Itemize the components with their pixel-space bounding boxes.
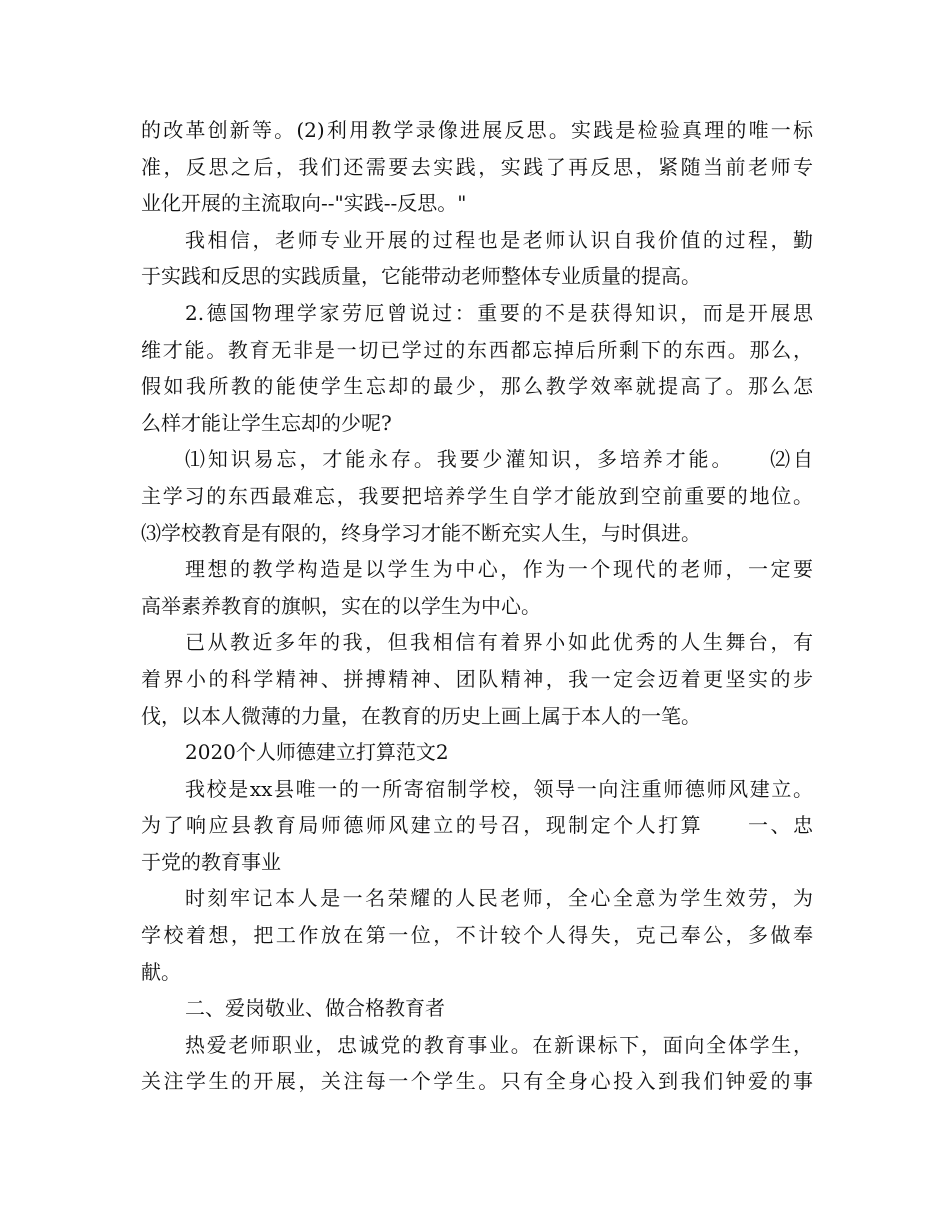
- text-line: 主学习的东西最难忘，我要把培养学生自学才能放到空前重要的地位。: [141, 483, 813, 508]
- text-line: 我相信，老师专业开展的过程也是老师认识自我价值的过程，勤: [185, 227, 813, 252]
- text-line: 准，反思之后，我们还需要去实践，实践了再反思，紧随当前老师专: [141, 154, 813, 179]
- text-line: 关注学生的开展，关注每一个学生。只有全身心投入到我们钟爱的事: [141, 1069, 813, 1094]
- section-heading: 二、爱岗敬业、做合格教育者: [185, 996, 445, 1021]
- text-line: 高举素养教育的旗帜，实在的以学生为中心。: [141, 593, 541, 618]
- text-line: 2.德国物理学家劳厄曾说过：重要的不是获得知识，而是开展思: [185, 300, 813, 325]
- text-line: ⑴知识易忘，才能永存。我要少灌知识，多培养才能。 ⑵自: [185, 447, 813, 472]
- text-line: 理想的教学构造是以学生为中心，作为一个现代的老师，一定要: [185, 557, 813, 582]
- text-line: 于党的教育事业: [141, 849, 281, 874]
- text-line: 已从教近多年的我，但我相信有着界小如此优秀的人生舞台，有: [185, 630, 813, 655]
- section-heading: 2020个人师德建立打算范文2: [185, 740, 449, 765]
- text-line: 学校着想，把工作放在第一位，不计较个人得失，克己奉公，多做奉: [141, 923, 813, 948]
- text-line: 业化开展的主流取向--"实践--反思。": [141, 191, 467, 216]
- text-line: 献。: [141, 959, 181, 984]
- text-line: ⑶学校教育是有限的，终身学习才能不断充实人生，与时俱进。: [141, 520, 701, 545]
- text-line: 的改革创新等。(2)利用教学录像进展反思。实践是检验真理的唯一标: [141, 118, 813, 142]
- text-line: 着界小的科学精神、拼搏精神、团队精神，我一定会迈着更坚实的步: [141, 666, 813, 691]
- text-line: 假如我所教的能使学生忘却的最少，那么教学效率就提高了。那么怎: [141, 374, 813, 399]
- text-line: 维才能。教育无非是一切已学过的东西都忘掉后所剩下的东西。那么，: [141, 337, 813, 362]
- text-line: 热爱老师职业，忠诚党的教育事业。在新课标下，面向全体学生，: [185, 1032, 813, 1057]
- document-body: [141, 112, 813, 1100]
- text-line: 于实践和反思的实践质量，它能带动老师整体专业质量的提高。: [141, 264, 701, 289]
- text-line: 为了响应县教育局师德师风建立的号召，现制定个人打算 一、忠: [141, 813, 813, 838]
- text-line: 时刻牢记本人是一名荣耀的人民老师，全心全意为学生效劳，为: [185, 886, 813, 911]
- text-line: 么样才能让学生忘却的少呢?: [141, 410, 392, 435]
- text-line: 伐，以本人微薄的力量，在教育的历史上画上属于本人的一笔。: [141, 703, 701, 728]
- text-line: 我校是xx县唯一的一所寄宿制学校，领导一向注重师德师风建立。: [185, 776, 813, 801]
